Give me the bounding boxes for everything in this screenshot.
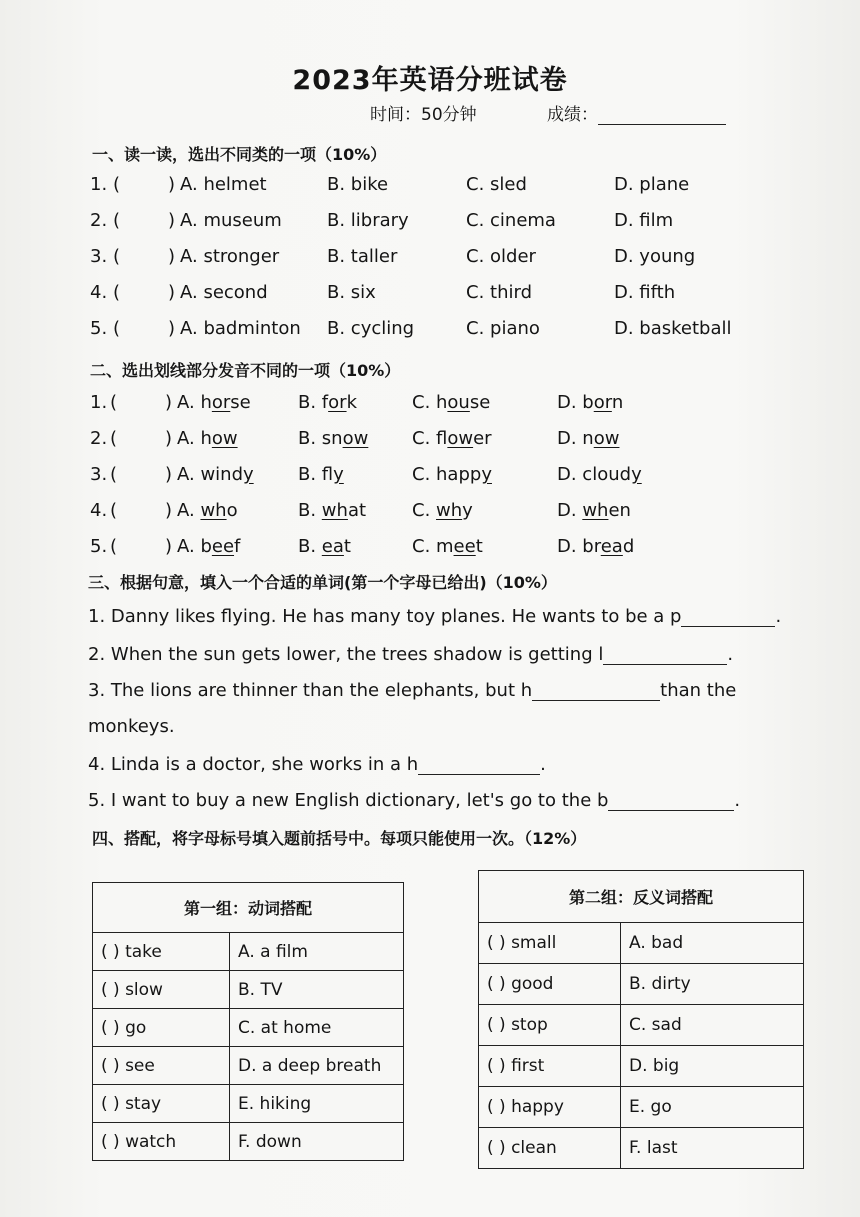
question-number: 1.	[90, 174, 108, 195]
option-d: D. film	[614, 210, 674, 231]
match-row	[479, 964, 804, 1005]
option-text: f	[234, 536, 241, 557]
match-row	[479, 1005, 804, 1046]
match-left-item[interactable]: ( ) stay	[93, 1085, 230, 1123]
match-right-option: C. sad	[621, 1005, 804, 1046]
answer-bracket[interactable]: (	[110, 392, 118, 413]
answer-bracket: )	[165, 536, 173, 557]
option-text: B. sn	[298, 428, 343, 449]
underlined-letters: or	[328, 392, 347, 413]
option-c	[412, 536, 483, 557]
question-number: 3.	[90, 464, 108, 485]
sentence-end: than the	[660, 680, 737, 701]
answer-bracket[interactable]: (	[110, 464, 118, 485]
option-d: D. fifth	[614, 282, 676, 303]
option-c: C. third	[466, 282, 532, 303]
option-text: D. cloud	[557, 464, 632, 485]
sentence-text: 2. When the sun gets lower, the trees shadow is getting l	[88, 644, 604, 665]
option-text: C. fl	[412, 428, 448, 449]
question-number: 3.	[90, 246, 108, 267]
answer-bracket[interactable]: (	[110, 428, 118, 449]
underlined-letters: wh	[321, 500, 348, 521]
option-text: en	[608, 500, 631, 521]
match-right-option: C. at home	[230, 1009, 404, 1047]
section-4-title: 四、搭配，将字母标号填入题前括号中。每项只能使用一次。（12%）	[92, 829, 587, 848]
time-label: 时间：50分钟	[370, 105, 477, 125]
underlined-letters: ow	[447, 428, 474, 449]
option-text: se	[230, 392, 251, 413]
match-left-item[interactable]: ( ) small	[479, 923, 621, 964]
question-number: 2.	[90, 428, 108, 449]
option-text: C. m	[412, 536, 454, 557]
option-b: B. taller	[327, 246, 398, 267]
option-d	[557, 500, 631, 521]
option-a: A. museum	[180, 210, 282, 231]
match-left-item[interactable]: ( ) see	[93, 1047, 230, 1085]
option-a: A. stronger	[180, 246, 280, 267]
match-right-option: B. TV	[230, 971, 404, 1009]
fill-blank-item-3	[88, 680, 736, 701]
sentence-end: .	[775, 606, 782, 627]
score-field	[547, 100, 726, 125]
option-b	[298, 392, 357, 413]
question-number: 4.	[90, 282, 108, 303]
section-2-title: 二、选出划线部分发音不同的一项（10%）	[90, 361, 401, 380]
match-row	[479, 1087, 804, 1128]
match-right-option: A. a film	[230, 933, 404, 971]
question-number: 5.	[90, 536, 108, 557]
match-right-option: D. a deep breath	[230, 1047, 404, 1085]
sentence-end: .	[734, 790, 741, 811]
answer-blank[interactable]	[532, 682, 660, 701]
match-row	[479, 1046, 804, 1087]
question-number: 5.	[90, 318, 108, 339]
underlined-letters: ow	[593, 428, 620, 449]
sentence-text: 1. Danny likes flying. He has many toy planes. He wants to be a p	[88, 606, 682, 627]
match-right-option: F. last	[621, 1128, 804, 1169]
match-left-item[interactable]: ( ) slow	[93, 971, 230, 1009]
option-d: D. young	[614, 246, 696, 267]
option-c	[412, 500, 473, 521]
option-text: D. br	[557, 536, 601, 557]
underlined-letters: ea	[600, 536, 623, 557]
answer-bracket: )	[165, 464, 173, 485]
match-left-item[interactable]: ( ) stop	[479, 1005, 621, 1046]
answer-bracket[interactable]: (	[110, 500, 118, 521]
option-a	[177, 428, 238, 449]
option-text: C. happ	[412, 464, 482, 485]
answer-bracket[interactable]: (	[110, 536, 118, 557]
answer-blank[interactable]	[608, 792, 734, 811]
answer-bracket: )	[165, 392, 173, 413]
underlined-letters: or	[211, 392, 231, 413]
option-text: A.	[177, 500, 201, 521]
option-text: C. h	[412, 392, 448, 413]
option-a	[177, 500, 238, 521]
underlined-letters: ow	[342, 428, 369, 449]
option-text: o	[226, 500, 238, 521]
option-text: A. wind	[177, 464, 243, 485]
option-text: B. f	[298, 392, 329, 413]
sentence-text: 3. The lions are thinner than the elephants, but h	[88, 680, 533, 701]
option-b	[298, 428, 368, 449]
option-d	[557, 464, 642, 485]
match-row	[93, 933, 404, 971]
match-left-item[interactable]: ( ) clean	[479, 1128, 621, 1169]
match-table-antonyms	[478, 870, 804, 1169]
option-text: t	[475, 536, 483, 557]
match-left-item[interactable]: ( ) go	[93, 1009, 230, 1047]
answer-bracket[interactable]: (	[113, 174, 121, 195]
match-right-option: D. big	[621, 1046, 804, 1087]
answer-bracket: )	[165, 428, 173, 449]
group-1-title: 第一组：动词搭配	[93, 883, 404, 933]
match-row	[479, 1128, 804, 1169]
option-a	[177, 392, 251, 413]
fill-blank-item-5	[88, 790, 740, 811]
option-text: C.	[412, 500, 437, 521]
option-text: n	[611, 392, 624, 413]
underlined-letters: ow	[211, 428, 238, 449]
answer-blank[interactable]	[418, 756, 540, 775]
option-text: y	[462, 500, 473, 521]
underlined-letters: wh	[200, 500, 227, 521]
answer-bracket: )	[165, 500, 173, 521]
option-text: t	[343, 536, 351, 557]
match-right-option: B. dirty	[621, 964, 804, 1005]
option-c: C. sled	[466, 174, 527, 195]
underlined-letters: wh	[436, 500, 463, 521]
option-a	[177, 536, 240, 557]
match-row	[93, 1123, 404, 1161]
option-b: B. bike	[327, 174, 389, 195]
exam-title: 2023年英语分班试卷	[292, 65, 568, 96]
match-row	[479, 923, 804, 964]
question-number: 1.	[90, 392, 108, 413]
sentence-text: 5. I want to buy a new English dictionary, let's go to the b	[88, 790, 609, 811]
option-d	[557, 536, 634, 557]
option-a: A. badminton	[180, 318, 301, 339]
underlined-letters: ee	[453, 536, 476, 557]
underlined-letters: wh	[582, 500, 609, 521]
sentence-text: 4. Linda is a doctor, she works in a h	[88, 754, 419, 775]
underlined-letters: y	[333, 464, 344, 485]
section-3-title: 三、根据句意，填入一个合适的单词(第一个字母已给出)（10%）	[88, 573, 557, 592]
option-text: D. b	[557, 392, 594, 413]
option-text: A. h	[177, 392, 212, 413]
answer-bracket: )	[168, 282, 176, 303]
option-text: se	[469, 392, 491, 413]
option-c: C. older	[466, 246, 536, 267]
option-b: B. cycling	[327, 318, 415, 339]
question-number: 4.	[90, 500, 108, 521]
option-c	[412, 464, 492, 485]
option-text: k	[346, 392, 357, 413]
score-label: 成绩：	[547, 105, 598, 125]
underlined-letters: ea	[321, 536, 344, 557]
match-left-item[interactable]: ( ) watch	[93, 1123, 230, 1161]
answer-bracket[interactable]: (	[113, 246, 121, 267]
answer-bracket: )	[168, 318, 176, 339]
answer-bracket[interactable]: (	[113, 282, 121, 303]
option-c: C. piano	[466, 318, 540, 339]
match-right-option: A. bad	[621, 923, 804, 964]
sentence-continuation: monkeys.	[88, 716, 175, 737]
match-right-option: E. hiking	[230, 1085, 404, 1123]
option-a: A. helmet	[180, 174, 267, 195]
option-text: d	[622, 536, 635, 557]
option-text: at	[347, 500, 367, 521]
option-c: C. cinema	[466, 210, 556, 231]
underlined-letters: y	[243, 464, 254, 485]
option-text: B.	[298, 500, 322, 521]
option-d	[557, 392, 623, 413]
sentence-end: .	[540, 754, 546, 775]
option-text: er	[473, 428, 492, 449]
match-left-item[interactable]: ( ) take	[93, 933, 230, 971]
match-row	[93, 1085, 404, 1123]
option-a: A. second	[180, 282, 268, 303]
answer-bracket: )	[168, 174, 176, 195]
question-number: 2.	[90, 210, 108, 231]
option-c	[412, 392, 490, 413]
option-a	[177, 464, 254, 485]
answer-bracket[interactable]: (	[113, 210, 121, 231]
option-b: B. six	[327, 282, 376, 303]
underlined-letters: y	[631, 464, 642, 485]
match-left-item[interactable]: ( ) good	[479, 964, 621, 1005]
match-right-option: E. go	[621, 1087, 804, 1128]
match-row	[93, 1047, 404, 1085]
score-blank	[598, 106, 726, 125]
answer-bracket: )	[168, 210, 176, 231]
option-text: B. fl	[298, 464, 334, 485]
answer-bracket[interactable]: (	[113, 318, 121, 339]
option-d: D. basketball	[614, 318, 732, 339]
group-2-title: 第二组：反义词搭配	[479, 871, 804, 923]
sentence-end: .	[727, 644, 734, 665]
fill-blank-item-2	[88, 644, 733, 665]
answer-bracket: )	[168, 246, 176, 267]
option-b	[298, 536, 351, 557]
match-left-item[interactable]: ( ) happy	[479, 1087, 621, 1128]
underlined-letters: y	[481, 464, 492, 485]
match-row	[93, 971, 404, 1009]
option-d	[557, 428, 619, 449]
answer-blank[interactable]	[603, 646, 727, 665]
underlined-letters: ee	[211, 536, 235, 557]
option-text: D. n	[557, 428, 594, 449]
option-text: B.	[298, 536, 322, 557]
section-1-title: 一、读一读，选出不同类的一项（10%）	[92, 145, 387, 164]
answer-blank[interactable]	[681, 608, 775, 627]
option-b: B. library	[327, 210, 409, 231]
fill-blank-item-4	[88, 754, 546, 775]
fill-blank-item-1	[88, 606, 781, 627]
option-text: A. b	[177, 536, 212, 557]
option-c	[412, 428, 492, 449]
match-right-option: F. down	[230, 1123, 404, 1161]
option-b	[298, 500, 366, 521]
option-text: D.	[557, 500, 583, 521]
underlined-letters: ou	[447, 392, 470, 413]
option-b	[298, 464, 344, 485]
option-d: D. plane	[614, 174, 690, 195]
match-table-verbs	[92, 882, 404, 1161]
match-left-item[interactable]: ( ) first	[479, 1046, 621, 1087]
underlined-letters: or	[593, 392, 612, 413]
match-row	[93, 1009, 404, 1047]
option-text: A. h	[177, 428, 212, 449]
